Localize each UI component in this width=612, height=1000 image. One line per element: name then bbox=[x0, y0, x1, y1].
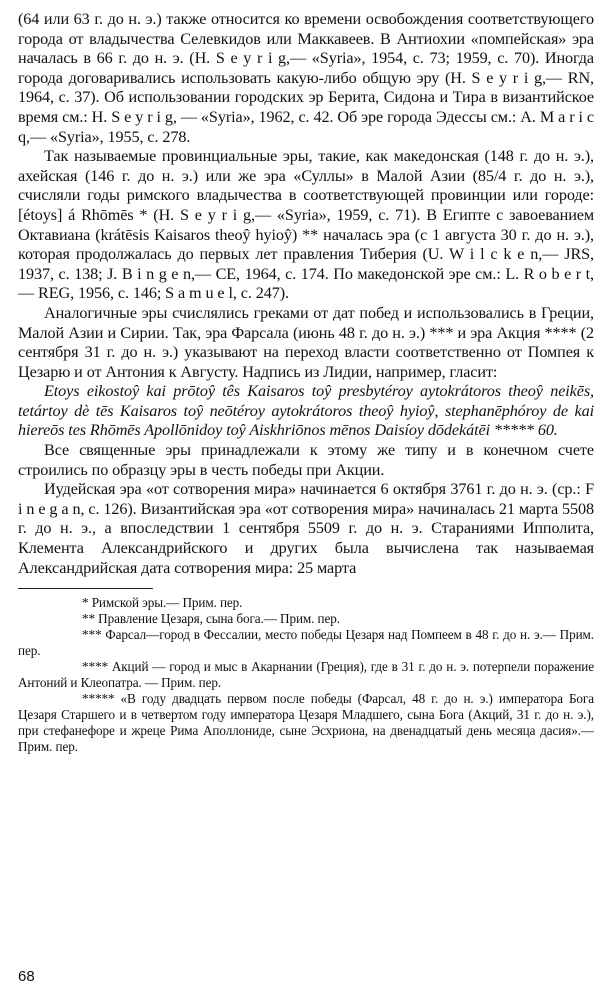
footnote-1: * Римской эры.— Прим. пер. bbox=[82, 595, 243, 611]
footnote-4: **** Акций — город и мыс в Акарнании (Греция), где в 31 г. до н. э. потерпели поражение Антоний и Клеопатра. — Прим. пер. bbox=[18, 659, 594, 691]
footnote-3: *** Фарсал—город в Фессалии, место победы Цезаря над Помпеем в 48 г. до н. э.— Прим. пер. bbox=[18, 627, 594, 659]
paragraph-2: Так называемые провинциальные эры, такие, как македонская (148 г. до н. э.), ахейская (146 г. до н. э.) или же эра «Суллы» в Малой Азии (85/4 г. до н. э.), счисляли годы римского владычества в соответствующей провинции или городе: [étoys] á Rhōmēs * (H. S e y r i g,— «Syria», 1959, с. 71). В Египте с завоеванием Октавиана (krátēsis Kaisaros theoŷ hyioŷ) ** началась эра (с 1 августа 30 г. до н. э.), которая продолжалась до первых лет правления Тиберия (U. W i l c k e n,— JRS, 1937, с. 138; J. B i n g e n,— CE, 1964, с. 174. По македонской эре см.: L. R o b e r t,— REG, 1956, с. 146; S a m u e l, с. 247). bbox=[18, 147, 594, 303]
page bbox=[18, 10, 594, 755]
main-text bbox=[18, 10, 594, 578]
footnote-divider bbox=[18, 588, 153, 589]
footnote-5: ***** «В году двадцать первом после победы (Фарсал, 48 г. до н. э.) императора Бога Цезаря Старшего и в четвертом году императора Цезаря Младшего, сына Бога (Акций, 31 г. до н. э.), при стефанефоре и жреце Рима Аполлониде, сыне Эсхриона, на двенадцатый день месяца дасия».— Прим. пер. bbox=[18, 691, 594, 755]
page-number: 68 bbox=[18, 968, 35, 985]
paragraph-6: Иудейская эра «от сотворения мира» начинается 6 октября 3761 г. до н. э. (ср.: F i n e g a n, с. 126). Византийская эра «от сотворения мира» начиналась 21 марта 5508 г. до н. э., а впоследствии 1 сентября 5509 г. до н. э. Стараниями Ипполита, Клемента Александрийского и других была вычислена так называемая Александрийская дата сотворения мира: 25 марта bbox=[18, 480, 594, 577]
paragraph-1: (64 или 63 г. до н. э.) также относится ко времени освобождения соответствующего города от владычества Селевкидов или Маккавеев. В Антиохии «помпейская» эра началась в 66 г. до н. э. (H. S e y r i g,— «Syria», 1954, с. 73; 1959, с. 70). Иногда города договаривались использовать какую-либо общую эру (H. S e y r i g,— RN, 1964, с. 37). Об использовании городских эр Берита, Сидона и Тира в византийское время см.: H. S e y r i g, — «Syria», 1962, с. 42. Об эре города Эдессы см.: A. M a r i c q,— «Syria», 1955, с. 278. bbox=[18, 10, 594, 146]
footnotes bbox=[18, 595, 594, 755]
footnote-2: ** Правление Цезаря, сына бога.— Прим. пер. bbox=[82, 611, 340, 627]
inscription-quote: Etoys eikostoŷ kai prōtoŷ tês Kaisaros toŷ presbytéroy aytokrátoros theoŷ neikēs, tetártoy dè tēs Kaisaros toŷ neōtéroy aytokrátoros theoŷ hyioŷ, stephanēphóroy de kai hiereōs tes Rhōmēs Apollōnidoy toŷ Aiskhriōnos mēnos Daisíoy dōdekátēi ***** 60. bbox=[18, 382, 594, 440]
paragraph-5: Все священные эры принадлежали к этому же типу и в конечном счете строились по образцу эры в честь победы при Акции. bbox=[18, 441, 594, 479]
paragraph-3: Аналогичные эры счислялись греками от дат побед и использовались в Греции, Малой Азии и Сирии. Так, эра Фарсала (июнь 48 г. до н. э.) *** и эра Акция **** (2 сентября 31 г. до н. э.) указывают на переход власти соответственно от Помпея к Цезарю и от Антония к Августу. Надпись из Лидии, например, гласит: bbox=[18, 303, 594, 381]
